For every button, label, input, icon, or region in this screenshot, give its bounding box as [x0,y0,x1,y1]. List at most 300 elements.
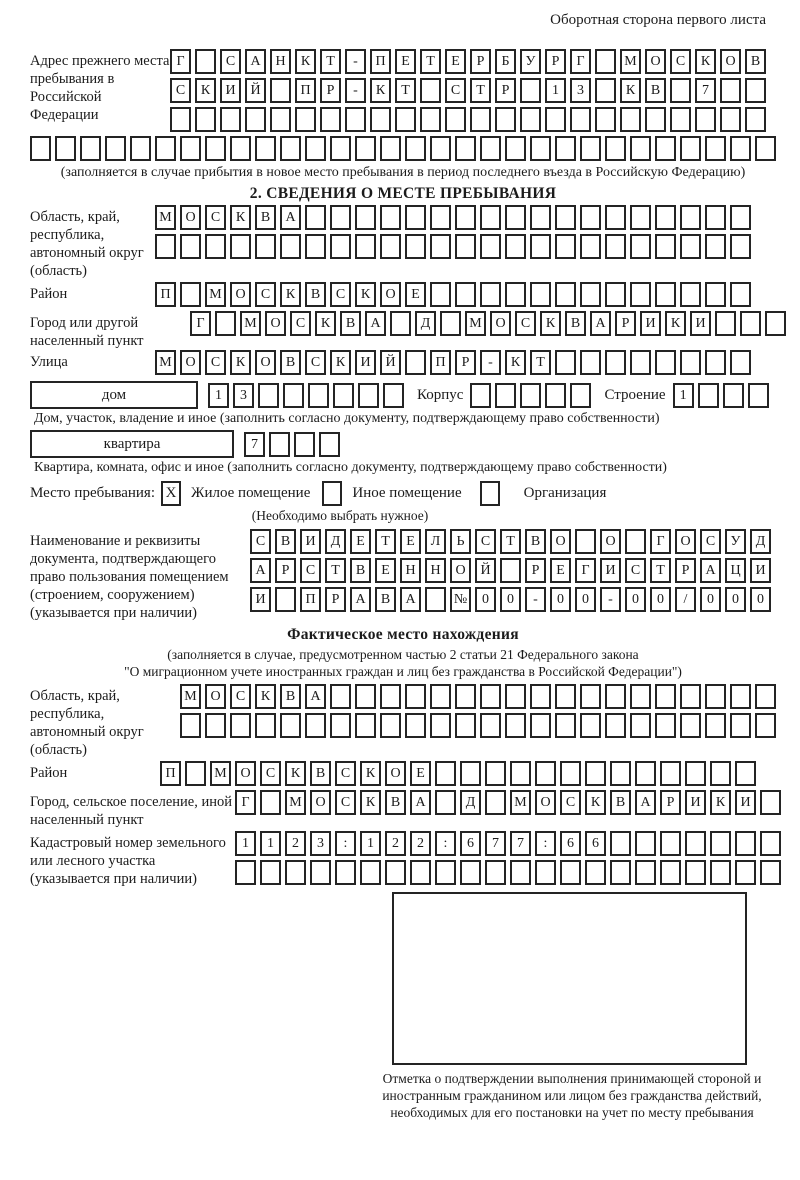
char-cell[interactable]: О [490,311,511,336]
char-cell[interactable]: К [540,311,561,336]
char-cell[interactable]: Т [530,350,551,375]
char-cell[interactable]: 7 [485,831,506,856]
char-cell[interactable] [710,860,731,885]
char-cell[interactable] [480,684,501,709]
char-cell[interactable] [730,282,751,307]
char-cell[interactable] [380,234,401,259]
char-cell[interactable]: Е [405,282,426,307]
char-cell[interactable]: Е [550,558,571,583]
char-cell[interactable] [595,107,616,132]
char-cell[interactable] [460,860,481,885]
char-cell[interactable] [595,49,616,74]
char-cell[interactable] [455,684,476,709]
char-cell[interactable] [335,860,356,885]
char-cell[interactable] [705,713,726,738]
char-cell[interactable] [480,136,501,161]
char-cell[interactable]: 2 [285,831,306,856]
char-cell[interactable]: И [250,587,271,612]
char-cell[interactable]: Е [350,529,371,554]
char-cell[interactable]: У [725,529,746,554]
char-cell[interactable]: В [610,790,631,815]
char-cell[interactable] [305,234,326,259]
char-cell[interactable] [630,234,651,259]
char-cell[interactable] [430,234,451,259]
char-cell[interactable]: О [180,350,201,375]
char-cell[interactable]: Е [375,558,396,583]
char-cell[interactable]: У [520,49,541,74]
char-cell[interactable] [380,713,401,738]
char-cell[interactable]: А [410,790,431,815]
char-cell[interactable] [405,136,426,161]
char-cell[interactable] [430,136,451,161]
char-cell[interactable] [155,136,176,161]
char-cell[interactable]: Р [615,311,636,336]
char-cell[interactable] [605,713,626,738]
char-cell[interactable]: О [385,761,406,786]
char-cell[interactable]: С [335,790,356,815]
char-cell[interactable]: : [535,831,556,856]
char-cell[interactable] [270,107,291,132]
char-cell[interactable]: М [155,350,176,375]
char-cell[interactable] [330,713,351,738]
char-cell[interactable] [294,432,315,457]
char-cell[interactable] [730,136,751,161]
char-cell[interactable] [520,78,541,103]
char-cell[interactable] [680,684,701,709]
char-cell[interactable]: О [675,529,696,554]
char-cell[interactable] [630,713,651,738]
char-cell[interactable]: И [300,529,321,554]
char-cell[interactable] [80,136,101,161]
char-cell[interactable] [245,107,266,132]
char-cell[interactable]: М [155,205,176,230]
char-cell[interactable]: Б [495,49,516,74]
char-cell[interactable]: К [620,78,641,103]
char-cell[interactable]: С [300,558,321,583]
char-cell[interactable] [185,761,206,786]
char-cell[interactable] [405,205,426,230]
char-cell[interactable]: А [700,558,721,583]
char-cell[interactable]: 0 [575,587,596,612]
char-cell[interactable]: А [590,311,611,336]
char-cell[interactable] [730,350,751,375]
char-cell[interactable]: О [310,790,331,815]
char-cell[interactable]: В [645,78,666,103]
char-cell[interactable]: Р [275,558,296,583]
char-cell[interactable] [330,136,351,161]
char-cell[interactable] [455,713,476,738]
char-cell[interactable]: С [255,282,276,307]
char-cell[interactable]: С [205,350,226,375]
char-cell[interactable] [535,761,556,786]
char-cell[interactable]: Д [460,790,481,815]
char-cell[interactable] [635,860,656,885]
char-cell[interactable]: В [280,684,301,709]
char-cell[interactable]: Е [410,761,431,786]
char-cell[interactable] [555,684,576,709]
char-cell[interactable] [695,107,716,132]
char-cell[interactable] [715,311,736,336]
char-cell[interactable]: С [700,529,721,554]
char-cell[interactable] [605,234,626,259]
char-cell[interactable] [570,107,591,132]
char-cell[interactable]: С [670,49,691,74]
char-cell[interactable] [530,234,551,259]
char-cell[interactable] [280,136,301,161]
char-cell[interactable]: О [255,350,276,375]
char-cell[interactable] [510,860,531,885]
char-cell[interactable]: Д [325,529,346,554]
char-cell[interactable]: 0 [700,587,721,612]
char-cell[interactable] [505,713,526,738]
char-cell[interactable]: Т [470,78,491,103]
char-cell[interactable] [305,136,326,161]
char-cell[interactable]: М [205,282,226,307]
char-cell[interactable] [685,860,706,885]
char-cell[interactable] [430,205,451,230]
char-cell[interactable] [195,107,216,132]
char-cell[interactable]: Р [675,558,696,583]
char-cell[interactable]: 0 [550,587,571,612]
char-cell[interactable] [280,234,301,259]
char-cell[interactable] [680,350,701,375]
char-cell[interactable]: Ь [450,529,471,554]
char-cell[interactable] [685,761,706,786]
char-cell[interactable] [760,831,781,856]
char-cell[interactable] [655,282,676,307]
char-cell[interactable] [735,761,756,786]
char-cell[interactable] [505,234,526,259]
char-cell[interactable]: П [370,49,391,74]
char-cell[interactable]: И [735,790,756,815]
char-cell[interactable] [705,684,726,709]
char-cell[interactable] [705,282,726,307]
char-cell[interactable] [275,587,296,612]
char-cell[interactable]: К [695,49,716,74]
char-cell[interactable]: Р [455,350,476,375]
char-cell[interactable]: О [205,684,226,709]
checkbox-organization[interactable] [480,481,500,506]
char-cell[interactable]: 3 [310,831,331,856]
char-cell[interactable] [630,350,651,375]
char-cell[interactable] [355,684,376,709]
char-cell[interactable] [270,78,291,103]
char-cell[interactable] [530,205,551,230]
char-cell[interactable]: С [260,761,281,786]
char-cell[interactable] [660,831,681,856]
char-cell[interactable]: Р [660,790,681,815]
char-cell[interactable] [383,383,404,408]
char-cell[interactable]: С [250,529,271,554]
char-cell[interactable] [255,713,276,738]
char-cell[interactable] [410,860,431,885]
char-cell[interactable] [730,234,751,259]
char-cell[interactable] [730,684,751,709]
char-cell[interactable] [395,107,416,132]
char-cell[interactable] [130,136,151,161]
char-cell[interactable] [333,383,354,408]
char-cell[interactable]: К [195,78,216,103]
char-cell[interactable] [505,282,526,307]
char-cell[interactable] [730,205,751,230]
char-cell[interactable]: К [505,350,526,375]
char-cell[interactable]: Р [545,49,566,74]
char-cell[interactable]: К [255,684,276,709]
char-cell[interactable] [485,860,506,885]
char-cell[interactable]: 1 [545,78,566,103]
char-cell[interactable] [555,136,576,161]
char-cell[interactable] [605,350,626,375]
char-cell[interactable] [555,350,576,375]
char-cell[interactable] [445,107,466,132]
char-cell[interactable] [420,78,441,103]
char-cell[interactable]: Р [325,587,346,612]
char-cell[interactable] [480,282,501,307]
char-cell[interactable] [485,790,506,815]
char-cell[interactable]: - [600,587,621,612]
char-cell[interactable]: М [465,311,486,336]
char-cell[interactable] [180,136,201,161]
char-cell[interactable] [430,713,451,738]
char-cell[interactable] [660,761,681,786]
char-cell[interactable]: С [290,311,311,336]
char-cell[interactable]: О [645,49,666,74]
char-cell[interactable]: С [220,49,241,74]
char-cell[interactable]: Й [475,558,496,583]
char-cell[interactable] [330,684,351,709]
char-cell[interactable] [535,860,556,885]
char-cell[interactable] [580,282,601,307]
char-cell[interactable] [580,713,601,738]
char-cell[interactable] [670,107,691,132]
char-cell[interactable] [580,350,601,375]
char-cell[interactable]: В [350,558,371,583]
char-cell[interactable]: М [240,311,261,336]
char-cell[interactable] [655,136,676,161]
char-cell[interactable]: С [560,790,581,815]
char-cell[interactable]: С [625,558,646,583]
char-cell[interactable]: Д [750,529,771,554]
checkbox-other-premises[interactable] [322,481,342,506]
char-cell[interactable]: Л [425,529,446,554]
char-cell[interactable] [180,282,201,307]
char-cell[interactable]: 3 [570,78,591,103]
char-cell[interactable] [605,282,626,307]
char-cell[interactable] [545,383,566,408]
char-cell[interactable]: 0 [725,587,746,612]
char-cell[interactable]: О [535,790,556,815]
char-cell[interactable]: И [640,311,661,336]
char-cell[interactable]: Т [650,558,671,583]
char-cell[interactable] [610,831,631,856]
char-cell[interactable]: Д [415,311,436,336]
char-cell[interactable]: - [345,78,366,103]
char-cell[interactable]: О [230,282,251,307]
char-cell[interactable]: В [565,311,586,336]
char-cell[interactable] [680,234,701,259]
apartment-type-box[interactable] [30,430,234,458]
char-cell[interactable] [755,136,776,161]
char-cell[interactable] [385,860,406,885]
char-cell[interactable]: 6 [560,831,581,856]
char-cell[interactable] [510,761,531,786]
char-cell[interactable] [405,234,426,259]
char-cell[interactable]: К [370,78,391,103]
char-cell[interactable] [748,383,769,408]
char-cell[interactable]: И [600,558,621,583]
char-cell[interactable]: К [360,790,381,815]
char-cell[interactable] [430,282,451,307]
char-cell[interactable] [330,205,351,230]
char-cell[interactable]: С [205,205,226,230]
char-cell[interactable] [760,860,781,885]
char-cell[interactable]: Н [400,558,421,583]
char-cell[interactable]: К [230,205,251,230]
char-cell[interactable]: Й [245,78,266,103]
char-cell[interactable] [645,107,666,132]
char-cell[interactable]: 7 [695,78,716,103]
char-cell[interactable]: И [690,311,711,336]
char-cell[interactable]: / [675,587,696,612]
char-cell[interactable]: К [585,790,606,815]
char-cell[interactable]: № [450,587,471,612]
char-cell[interactable] [430,684,451,709]
char-cell[interactable]: Е [445,49,466,74]
char-cell[interactable] [435,790,456,815]
char-cell[interactable] [585,860,606,885]
char-cell[interactable] [705,234,726,259]
char-cell[interactable] [480,205,501,230]
char-cell[interactable] [500,558,521,583]
char-cell[interactable]: И [355,350,376,375]
char-cell[interactable] [530,136,551,161]
char-cell[interactable] [330,234,351,259]
char-cell[interactable] [260,790,281,815]
char-cell[interactable] [230,713,251,738]
char-cell[interactable]: В [525,529,546,554]
char-cell[interactable] [155,234,176,259]
char-cell[interactable] [755,684,776,709]
char-cell[interactable] [720,78,741,103]
char-cell[interactable] [520,107,541,132]
char-cell[interactable]: М [510,790,531,815]
char-cell[interactable]: К [230,350,251,375]
char-cell[interactable] [605,684,626,709]
char-cell[interactable] [480,234,501,259]
char-cell[interactable]: Т [320,49,341,74]
char-cell[interactable] [575,529,596,554]
char-cell[interactable] [735,860,756,885]
char-cell[interactable] [180,234,201,259]
char-cell[interactable]: А [365,311,386,336]
char-cell[interactable]: 0 [750,587,771,612]
char-cell[interactable] [705,205,726,230]
char-cell[interactable]: - [480,350,501,375]
char-cell[interactable] [390,311,411,336]
char-cell[interactable] [405,713,426,738]
char-cell[interactable]: Т [375,529,396,554]
char-cell[interactable]: К [710,790,731,815]
char-cell[interactable]: В [255,205,276,230]
char-cell[interactable] [485,761,506,786]
char-cell[interactable]: П [155,282,176,307]
char-cell[interactable]: 0 [475,587,496,612]
char-cell[interactable] [320,107,341,132]
char-cell[interactable]: : [435,831,456,856]
char-cell[interactable]: А [280,205,301,230]
char-cell[interactable] [505,136,526,161]
char-cell[interactable]: В [745,49,766,74]
char-cell[interactable]: О [720,49,741,74]
char-cell[interactable]: А [305,684,326,709]
char-cell[interactable] [580,234,601,259]
char-cell[interactable] [735,831,756,856]
char-cell[interactable] [255,234,276,259]
char-cell[interactable] [530,684,551,709]
char-cell[interactable]: 0 [625,587,646,612]
char-cell[interactable] [235,860,256,885]
char-cell[interactable] [760,790,781,815]
char-cell[interactable] [520,383,541,408]
char-cell[interactable] [680,282,701,307]
char-cell[interactable] [280,713,301,738]
char-cell[interactable] [580,205,601,230]
char-cell[interactable]: Й [380,350,401,375]
char-cell[interactable] [405,350,426,375]
char-cell[interactable] [260,860,281,885]
char-cell[interactable]: К [315,311,336,336]
char-cell[interactable] [625,529,646,554]
char-cell[interactable] [355,713,376,738]
char-cell[interactable]: 2 [385,831,406,856]
char-cell[interactable]: М [210,761,231,786]
char-cell[interactable]: П [300,587,321,612]
char-cell[interactable]: С [305,350,326,375]
char-cell[interactable]: Е [395,49,416,74]
char-cell[interactable]: К [330,350,351,375]
char-cell[interactable]: А [245,49,266,74]
char-cell[interactable] [455,234,476,259]
char-cell[interactable]: Т [395,78,416,103]
char-cell[interactable]: Г [190,311,211,336]
char-cell[interactable]: Т [325,558,346,583]
char-cell[interactable] [255,136,276,161]
char-cell[interactable] [710,761,731,786]
char-cell[interactable] [680,713,701,738]
checkbox-residential[interactable]: X [161,481,181,506]
char-cell[interactable]: 6 [460,831,481,856]
char-cell[interactable]: Р [495,78,516,103]
char-cell[interactable]: П [160,761,181,786]
char-cell[interactable] [655,205,676,230]
char-cell[interactable] [319,432,340,457]
char-cell[interactable] [205,136,226,161]
char-cell[interactable]: И [750,558,771,583]
char-cell[interactable] [723,383,744,408]
char-cell[interactable] [358,383,379,408]
char-cell[interactable] [655,713,676,738]
char-cell[interactable]: С [515,311,536,336]
char-cell[interactable] [355,136,376,161]
char-cell[interactable]: М [285,790,306,815]
char-cell[interactable]: А [635,790,656,815]
char-cell[interactable] [55,136,76,161]
char-cell[interactable]: О [450,558,471,583]
char-cell[interactable] [505,205,526,230]
char-cell[interactable] [555,234,576,259]
char-cell[interactable]: О [380,282,401,307]
char-cell[interactable] [745,78,766,103]
